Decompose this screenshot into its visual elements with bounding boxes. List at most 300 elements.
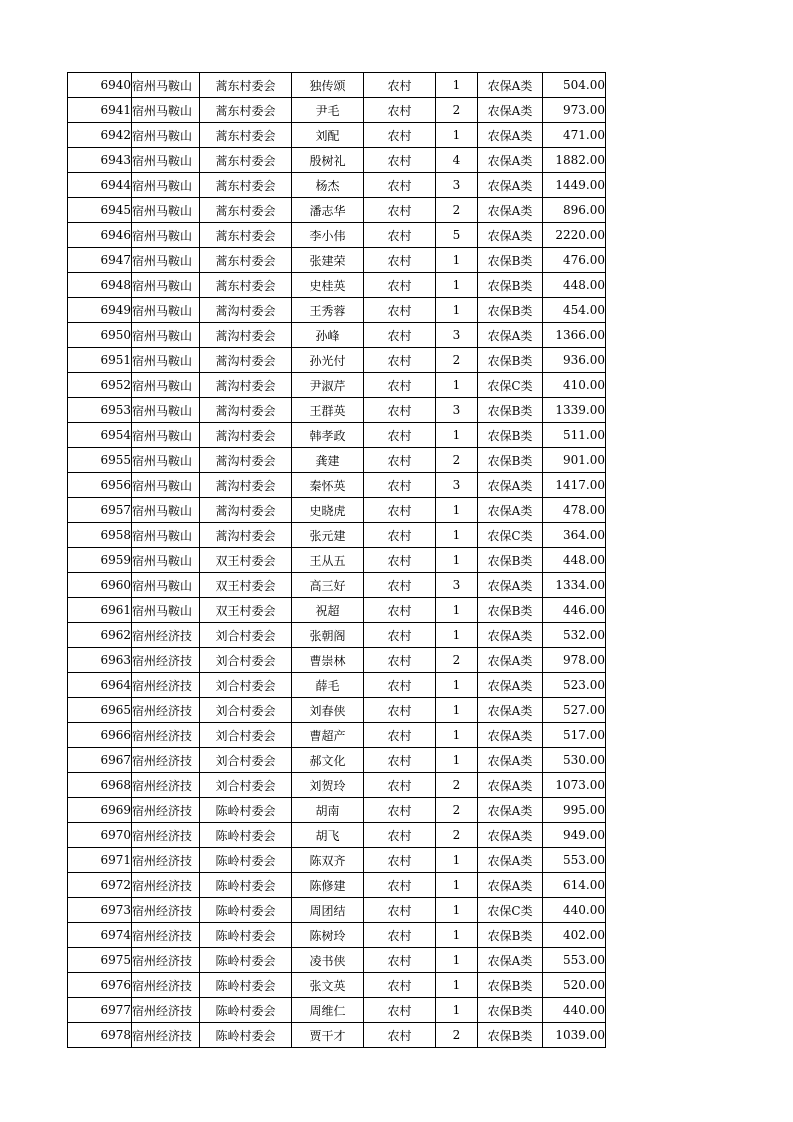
- row-number-cell: 6953: [68, 398, 132, 423]
- category-cell: 农保A类: [478, 873, 543, 898]
- name-cell: 贾干才: [292, 1023, 364, 1048]
- row-number-cell: 6940: [68, 73, 132, 98]
- row-number-cell: 6976: [68, 973, 132, 998]
- amount-cell: 364.00: [543, 523, 606, 548]
- category-cell: 农保B类: [478, 598, 543, 623]
- row-number-cell: 6958: [68, 523, 132, 548]
- category-cell: 农保A类: [478, 673, 543, 698]
- table-row: [68, 798, 606, 823]
- person-count-cell: 4: [436, 148, 478, 173]
- amount-cell: 448.00: [543, 548, 606, 573]
- table-row: [68, 998, 606, 1023]
- village-committee-cell: 双王村委会: [200, 573, 292, 598]
- row-number-cell: 6943: [68, 148, 132, 173]
- household-type-cell: 农村: [364, 423, 436, 448]
- village-committee-cell: 陈岭村委会: [200, 923, 292, 948]
- village-committee-cell: 陈岭村委会: [200, 973, 292, 998]
- household-type-cell: 农村: [364, 673, 436, 698]
- row-number-cell: 6944: [68, 173, 132, 198]
- household-type-cell: 农村: [364, 1023, 436, 1048]
- table-row: [68, 548, 606, 573]
- district-cell: 宿州经济技: [132, 748, 200, 773]
- table-row: [68, 198, 606, 223]
- name-cell: 孙光付: [292, 348, 364, 373]
- category-cell: 农保B类: [478, 248, 543, 273]
- person-count-cell: 1: [436, 373, 478, 398]
- category-cell: 农保A类: [478, 698, 543, 723]
- table-row: [68, 73, 606, 98]
- name-cell: 胡飞: [292, 823, 364, 848]
- household-type-cell: 农村: [364, 98, 436, 123]
- person-count-cell: 1: [436, 548, 478, 573]
- row-number-cell: 6952: [68, 373, 132, 398]
- amount-cell: 1449.00: [543, 173, 606, 198]
- district-cell: 宿州经济技: [132, 998, 200, 1023]
- district-cell: 宿州马鞍山: [132, 398, 200, 423]
- name-cell: 曹崇林: [292, 648, 364, 673]
- name-cell: 史桂英: [292, 273, 364, 298]
- household-type-cell: 农村: [364, 523, 436, 548]
- district-cell: 宿州经济技: [132, 923, 200, 948]
- row-number-cell: 6954: [68, 423, 132, 448]
- household-type-cell: 农村: [364, 873, 436, 898]
- row-number-cell: 6957: [68, 498, 132, 523]
- village-committee-cell: 蒿东村委会: [200, 273, 292, 298]
- person-count-cell: 1: [436, 873, 478, 898]
- amount-cell: 1366.00: [543, 323, 606, 348]
- table-row: [68, 873, 606, 898]
- table-row: [68, 98, 606, 123]
- village-committee-cell: 刘合村委会: [200, 698, 292, 723]
- amount-cell: 1339.00: [543, 398, 606, 423]
- amount-cell: 504.00: [543, 73, 606, 98]
- table-row: [68, 948, 606, 973]
- district-cell: 宿州马鞍山: [132, 98, 200, 123]
- district-cell: 宿州经济技: [132, 698, 200, 723]
- amount-cell: 2220.00: [543, 223, 606, 248]
- district-cell: 宿州马鞍山: [132, 198, 200, 223]
- amount-cell: 402.00: [543, 923, 606, 948]
- amount-cell: 476.00: [543, 248, 606, 273]
- village-committee-cell: 蒿东村委会: [200, 148, 292, 173]
- district-cell: 宿州马鞍山: [132, 498, 200, 523]
- person-count-cell: 1: [436, 498, 478, 523]
- household-type-cell: 农村: [364, 123, 436, 148]
- table-row: [68, 623, 606, 648]
- category-cell: 农保A类: [478, 148, 543, 173]
- category-cell: 农保B类: [478, 348, 543, 373]
- person-count-cell: 2: [436, 773, 478, 798]
- amount-cell: 1039.00: [543, 1023, 606, 1048]
- village-committee-cell: 蒿沟村委会: [200, 423, 292, 448]
- category-cell: 农保A类: [478, 648, 543, 673]
- table-row: [68, 498, 606, 523]
- household-type-cell: 农村: [364, 898, 436, 923]
- amount-cell: 471.00: [543, 123, 606, 148]
- village-committee-cell: 蒿东村委会: [200, 198, 292, 223]
- district-cell: 宿州马鞍山: [132, 373, 200, 398]
- amount-cell: 995.00: [543, 798, 606, 823]
- household-type-cell: 农村: [364, 573, 436, 598]
- name-cell: 李小伟: [292, 223, 364, 248]
- amount-cell: 1334.00: [543, 573, 606, 598]
- name-cell: 周团结: [292, 898, 364, 923]
- person-count-cell: 3: [436, 473, 478, 498]
- village-committee-cell: 蒿东村委会: [200, 173, 292, 198]
- category-cell: 农保A类: [478, 473, 543, 498]
- amount-cell: 973.00: [543, 98, 606, 123]
- amount-cell: 517.00: [543, 723, 606, 748]
- person-count-cell: 2: [436, 348, 478, 373]
- category-cell: 农保A类: [478, 773, 543, 798]
- table-row: [68, 223, 606, 248]
- name-cell: 胡南: [292, 798, 364, 823]
- row-number-cell: 6960: [68, 573, 132, 598]
- person-count-cell: 2: [436, 198, 478, 223]
- row-number-cell: 6964: [68, 673, 132, 698]
- amount-cell: 978.00: [543, 648, 606, 673]
- row-number-cell: 6955: [68, 448, 132, 473]
- name-cell: 曹超产: [292, 723, 364, 748]
- row-number-cell: 6973: [68, 898, 132, 923]
- household-type-cell: 农村: [364, 173, 436, 198]
- row-number-cell: 6972: [68, 873, 132, 898]
- district-cell: 宿州马鞍山: [132, 173, 200, 198]
- person-count-cell: 1: [436, 73, 478, 98]
- village-committee-cell: 蒿沟村委会: [200, 448, 292, 473]
- district-cell: 宿州马鞍山: [132, 123, 200, 148]
- household-type-cell: 农村: [364, 648, 436, 673]
- household-type-cell: 农村: [364, 798, 436, 823]
- village-committee-cell: 蒿东村委会: [200, 223, 292, 248]
- household-type-cell: 农村: [364, 548, 436, 573]
- person-count-cell: 3: [436, 323, 478, 348]
- category-cell: 农保B类: [478, 398, 543, 423]
- name-cell: 孙峰: [292, 323, 364, 348]
- row-number-cell: 6968: [68, 773, 132, 798]
- amount-cell: 901.00: [543, 448, 606, 473]
- category-cell: 农保A类: [478, 798, 543, 823]
- amount-cell: 446.00: [543, 598, 606, 623]
- person-count-cell: 1: [436, 523, 478, 548]
- row-number-cell: 6971: [68, 848, 132, 873]
- household-type-cell: 农村: [364, 473, 436, 498]
- village-committee-cell: 陈岭村委会: [200, 873, 292, 898]
- district-cell: 宿州经济技: [132, 723, 200, 748]
- district-cell: 宿州马鞍山: [132, 423, 200, 448]
- village-committee-cell: 陈岭村委会: [200, 948, 292, 973]
- household-type-cell: 农村: [364, 998, 436, 1023]
- amount-cell: 1073.00: [543, 773, 606, 798]
- name-cell: 薛毛: [292, 673, 364, 698]
- table-row: [68, 773, 606, 798]
- category-cell: 农保A类: [478, 848, 543, 873]
- name-cell: 张建荣: [292, 248, 364, 273]
- village-committee-cell: 蒿沟村委会: [200, 348, 292, 373]
- village-committee-cell: 蒿沟村委会: [200, 398, 292, 423]
- table-row: [68, 598, 606, 623]
- allowance-table: [67, 72, 606, 1048]
- name-cell: 陈双齐: [292, 848, 364, 873]
- district-cell: 宿州经济技: [132, 648, 200, 673]
- district-cell: 宿州马鞍山: [132, 323, 200, 348]
- person-count-cell: 1: [436, 898, 478, 923]
- table-row: [68, 423, 606, 448]
- name-cell: 凌书侠: [292, 948, 364, 973]
- name-cell: 刘春侠: [292, 698, 364, 723]
- household-type-cell: 农村: [364, 398, 436, 423]
- row-number-cell: 6947: [68, 248, 132, 273]
- category-cell: 农保A类: [478, 723, 543, 748]
- amount-cell: 553.00: [543, 948, 606, 973]
- row-number-cell: 6942: [68, 123, 132, 148]
- village-committee-cell: 蒿沟村委会: [200, 498, 292, 523]
- category-cell: 农保A类: [478, 98, 543, 123]
- table-row: [68, 348, 606, 373]
- category-cell: 农保A类: [478, 198, 543, 223]
- category-cell: 农保C类: [478, 523, 543, 548]
- district-cell: 宿州经济技: [132, 673, 200, 698]
- district-cell: 宿州经济技: [132, 773, 200, 798]
- person-count-cell: 3: [436, 173, 478, 198]
- category-cell: 农保A类: [478, 223, 543, 248]
- table-row: [68, 698, 606, 723]
- household-type-cell: 农村: [364, 848, 436, 873]
- village-committee-cell: 陈岭村委会: [200, 848, 292, 873]
- district-cell: 宿州马鞍山: [132, 448, 200, 473]
- table-row: [68, 723, 606, 748]
- person-count-cell: 1: [436, 273, 478, 298]
- name-cell: 龚建: [292, 448, 364, 473]
- row-number-cell: 6966: [68, 723, 132, 748]
- district-cell: 宿州经济技: [132, 948, 200, 973]
- category-cell: 农保B类: [478, 923, 543, 948]
- name-cell: 王秀蓉: [292, 298, 364, 323]
- name-cell: 刘配: [292, 123, 364, 148]
- person-count-cell: 2: [436, 648, 478, 673]
- category-cell: 农保B类: [478, 998, 543, 1023]
- village-committee-cell: 蒿沟村委会: [200, 523, 292, 548]
- table-row: [68, 398, 606, 423]
- row-number-cell: 6969: [68, 798, 132, 823]
- person-count-cell: 1: [436, 723, 478, 748]
- village-committee-cell: 蒿沟村委会: [200, 298, 292, 323]
- person-count-cell: 1: [436, 998, 478, 1023]
- person-count-cell: 3: [436, 573, 478, 598]
- table-row: [68, 273, 606, 298]
- table-row: [68, 148, 606, 173]
- amount-cell: 532.00: [543, 623, 606, 648]
- household-type-cell: 农村: [364, 698, 436, 723]
- name-cell: 祝超: [292, 598, 364, 623]
- person-count-cell: 2: [436, 448, 478, 473]
- district-cell: 宿州马鞍山: [132, 273, 200, 298]
- amount-cell: 936.00: [543, 348, 606, 373]
- person-count-cell: 1: [436, 598, 478, 623]
- row-number-cell: 6962: [68, 623, 132, 648]
- village-committee-cell: 蒿沟村委会: [200, 373, 292, 398]
- category-cell: 农保A类: [478, 173, 543, 198]
- row-number-cell: 6970: [68, 823, 132, 848]
- row-number-cell: 6941: [68, 98, 132, 123]
- name-cell: 刘贺玲: [292, 773, 364, 798]
- person-count-cell: 2: [436, 1023, 478, 1048]
- table-row: [68, 473, 606, 498]
- household-type-cell: 农村: [364, 948, 436, 973]
- name-cell: 郝文化: [292, 748, 364, 773]
- person-count-cell: 1: [436, 423, 478, 448]
- table-row: [68, 973, 606, 998]
- village-committee-cell: 蒿东村委会: [200, 73, 292, 98]
- district-cell: 宿州马鞍山: [132, 348, 200, 373]
- table-row: [68, 923, 606, 948]
- person-count-cell: 1: [436, 298, 478, 323]
- district-cell: 宿州经济技: [132, 898, 200, 923]
- amount-cell: 949.00: [543, 823, 606, 848]
- household-type-cell: 农村: [364, 298, 436, 323]
- person-count-cell: 2: [436, 98, 478, 123]
- household-type-cell: 农村: [364, 823, 436, 848]
- amount-cell: 520.00: [543, 973, 606, 998]
- district-cell: 宿州马鞍山: [132, 598, 200, 623]
- category-cell: 农保B类: [478, 548, 543, 573]
- district-cell: 宿州马鞍山: [132, 298, 200, 323]
- category-cell: 农保A类: [478, 73, 543, 98]
- amount-cell: 440.00: [543, 898, 606, 923]
- village-committee-cell: 刘合村委会: [200, 723, 292, 748]
- district-cell: 宿州经济技: [132, 848, 200, 873]
- table-row: [68, 323, 606, 348]
- village-committee-cell: 蒿沟村委会: [200, 323, 292, 348]
- household-type-cell: 农村: [364, 373, 436, 398]
- person-count-cell: 1: [436, 848, 478, 873]
- table-row: [68, 898, 606, 923]
- row-number-cell: 6963: [68, 648, 132, 673]
- village-committee-cell: 蒿东村委会: [200, 248, 292, 273]
- name-cell: 张元建: [292, 523, 364, 548]
- table-row: [68, 298, 606, 323]
- person-count-cell: 2: [436, 798, 478, 823]
- person-count-cell: 1: [436, 673, 478, 698]
- person-count-cell: 1: [436, 623, 478, 648]
- table-row: [68, 648, 606, 673]
- person-count-cell: 5: [436, 223, 478, 248]
- table-row: [68, 523, 606, 548]
- household-type-cell: 农村: [364, 723, 436, 748]
- row-number-cell: 6967: [68, 748, 132, 773]
- category-cell: 农保A类: [478, 823, 543, 848]
- village-committee-cell: 蒿东村委会: [200, 123, 292, 148]
- amount-cell: 511.00: [543, 423, 606, 448]
- category-cell: 农保B类: [478, 298, 543, 323]
- household-type-cell: 农村: [364, 223, 436, 248]
- household-type-cell: 农村: [364, 448, 436, 473]
- amount-cell: 523.00: [543, 673, 606, 698]
- category-cell: 农保A类: [478, 498, 543, 523]
- name-cell: 王群英: [292, 398, 364, 423]
- household-type-cell: 农村: [364, 248, 436, 273]
- household-type-cell: 农村: [364, 73, 436, 98]
- row-number-cell: 6978: [68, 1023, 132, 1048]
- district-cell: 宿州经济技: [132, 623, 200, 648]
- amount-cell: 527.00: [543, 698, 606, 723]
- name-cell: 殷树礼: [292, 148, 364, 173]
- table-row: [68, 573, 606, 598]
- row-number-cell: 6977: [68, 998, 132, 1023]
- household-type-cell: 农村: [364, 198, 436, 223]
- row-number-cell: 6946: [68, 223, 132, 248]
- row-number-cell: 6961: [68, 598, 132, 623]
- row-number-cell: 6951: [68, 348, 132, 373]
- amount-cell: 553.00: [543, 848, 606, 873]
- amount-cell: 1882.00: [543, 148, 606, 173]
- person-count-cell: 1: [436, 248, 478, 273]
- name-cell: 周维仁: [292, 998, 364, 1023]
- amount-cell: 896.00: [543, 198, 606, 223]
- household-type-cell: 农村: [364, 748, 436, 773]
- category-cell: 农保C类: [478, 373, 543, 398]
- district-cell: 宿州马鞍山: [132, 148, 200, 173]
- amount-cell: 454.00: [543, 298, 606, 323]
- name-cell: 秦怀英: [292, 473, 364, 498]
- village-committee-cell: 蒿东村委会: [200, 98, 292, 123]
- village-committee-cell: 陈岭村委会: [200, 998, 292, 1023]
- person-count-cell: 1: [436, 123, 478, 148]
- table-body: [68, 73, 606, 1048]
- name-cell: 张朝阁: [292, 623, 364, 648]
- household-type-cell: 农村: [364, 973, 436, 998]
- village-committee-cell: 蒿沟村委会: [200, 473, 292, 498]
- village-committee-cell: 刘合村委会: [200, 648, 292, 673]
- district-cell: 宿州马鞍山: [132, 223, 200, 248]
- district-cell: 宿州经济技: [132, 798, 200, 823]
- household-type-cell: 农村: [364, 348, 436, 373]
- district-cell: 宿州马鞍山: [132, 73, 200, 98]
- name-cell: 张文英: [292, 973, 364, 998]
- person-count-cell: 3: [436, 398, 478, 423]
- person-count-cell: 1: [436, 973, 478, 998]
- district-cell: 宿州马鞍山: [132, 548, 200, 573]
- household-type-cell: 农村: [364, 773, 436, 798]
- name-cell: 史晓虎: [292, 498, 364, 523]
- person-count-cell: 1: [436, 748, 478, 773]
- village-committee-cell: 双王村委会: [200, 598, 292, 623]
- name-cell: 陈树玲: [292, 923, 364, 948]
- person-count-cell: 1: [436, 923, 478, 948]
- category-cell: 农保A类: [478, 748, 543, 773]
- category-cell: 农保B类: [478, 423, 543, 448]
- amount-cell: 614.00: [543, 873, 606, 898]
- category-cell: 农保B类: [478, 973, 543, 998]
- name-cell: 韩孝政: [292, 423, 364, 448]
- name-cell: 高三好: [292, 573, 364, 598]
- amount-cell: 1417.00: [543, 473, 606, 498]
- person-count-cell: 1: [436, 948, 478, 973]
- row-number-cell: 6959: [68, 548, 132, 573]
- row-number-cell: 6948: [68, 273, 132, 298]
- household-type-cell: 农村: [364, 623, 436, 648]
- district-cell: 宿州经济技: [132, 873, 200, 898]
- row-number-cell: 6945: [68, 198, 132, 223]
- name-cell: 王从五: [292, 548, 364, 573]
- row-number-cell: 6974: [68, 923, 132, 948]
- category-cell: 农保A类: [478, 123, 543, 148]
- amount-cell: 530.00: [543, 748, 606, 773]
- village-committee-cell: 陈岭村委会: [200, 798, 292, 823]
- district-cell: 宿州经济技: [132, 973, 200, 998]
- person-count-cell: 1: [436, 698, 478, 723]
- amount-cell: 440.00: [543, 998, 606, 1023]
